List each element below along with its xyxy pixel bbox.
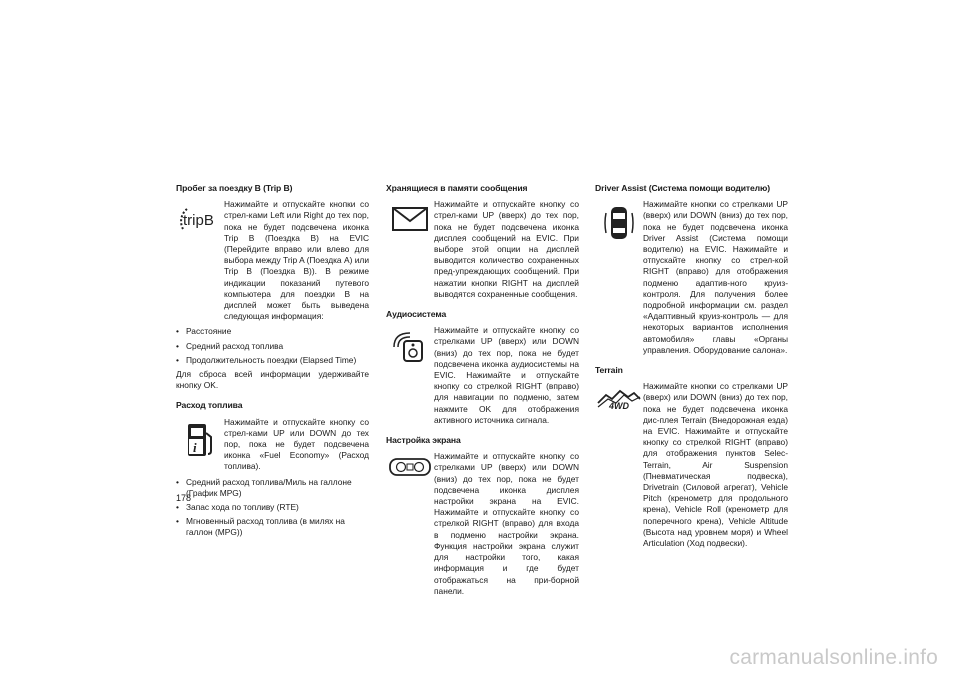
instrument-panel-icon [386,455,434,479]
terrain-iconrow [595,381,788,549]
fuel-heading: Расход топлива [176,400,243,411]
list-item: • Средний расход топлива/Миль на галлоне (График MPG) [176,477,369,499]
column-right [595,183,788,558]
terrain-4wd-icon [595,385,643,411]
screen-setup-text: Нажимайте и отпускайте кнопку со стрелками UP (вверх) или DOWN (вниз) до тех пор, пока не будет подсвечена иконка дисплея настройки экрана на EVIC. Нажимайте и отпускайте кнопку со стрелкой RIGHT (вправо) для входа в подменю настройки экрана. Функция настройки экрана служит для настройки того, какая информация и где будет отображаться на при-борной панели. [434,451,579,596]
trip-b-heading: Пробег за поездку B (Trip B) [176,183,293,193]
driver-assist-iconrow [595,199,788,356]
trip-b-list [176,326,369,366]
driver-assist-section [595,183,788,356]
terrain-section [595,365,788,549]
fuel-pump-icon [176,421,224,459]
terrain-text: Нажимайте кнопки со стрелками UP (вверх) или DOWN (вниз) до тех пор, пока не будет подсвечена иконка дис-плея Terrain (Внедорожная езда) на EVIC. Нажимайте и отпускайте кнопку со стрелкой RIGHT (вправо) для отображения пунктов Selec-Terrain, Air Suspension (Пневматическая подвеска), Drivetrain (Силовой агрегат), Vehicle Pitch (кренометр для продольного крена), Vehicle Roll (кренометр для поперечного крена), Vehicle Altitude (Высота над уровнем моря) и Wheel Articulation (Ход подвески). [643,381,788,549]
list-item: • Средний расход топлива [176,341,369,352]
list-item: • Мгновенный расход топлива (в милях на галлон (MPG)) [176,516,369,538]
driver-assist-text: Нажимайте кнопки со стрелками UP (вверх) или DOWN (вниз) до тех пор, пока не будет подсвечена иконка Driver Assist (Система помощи водителю) на EVIC. Нажимайте и отпускайте кнопку со стрел-кой RIGHT (вправо) для отображения подменю адаптив-ного круиз-контроля. Для получения более подробной информации см. раздел «Адаптивный круиз-контроль — для некоторых вариантов исполнения автомобиля» главы «Органы управления. Оборудование салона». [643,199,788,355]
list-item: • Продолжительность поездки (Elapsed Time) [176,355,369,366]
svg-text:i: i [193,439,197,455]
audio-section [386,309,579,426]
driver-assist-car-icon [595,203,643,243]
fuel-text: Нажимайте и отпускайте кнопку со стрел-ками UP или DOWN до тех пор, пока не будет подсвечена иконка «Fuel Economy» (Расход топлива). [224,416,369,472]
audio-text: Нажимайте и отпускайте кнопку со стрелками UP (вверх) или DOWN (вниз) до тех пор, пока не будет подсвечена иконка аудиосистемы на EVIC. Нажимайте и отпускайте кнопку со стрелкой RIGHT (вправо) для навигации по подменю, затем нажмите OK для отображения активного источника сигнала. [434,325,579,425]
screen-setup-iconrow [386,451,579,597]
fuel-iconrow [176,417,369,473]
audio-iconrow [386,325,579,426]
fuel-list [176,477,369,539]
envelope-icon [386,203,434,233]
svg-text:4WD: 4WD [609,401,629,412]
trip-b-icon-label: tripB [183,212,214,230]
messages-iconrow [386,199,579,300]
trip-b-reset-note: Для сброса всей информации удерживайте кнопку OK. [176,369,369,391]
watermark: carmanualsonline.info [729,646,938,669]
audio-system-icon [386,329,434,365]
audio-heading: Аудиосистема [386,309,447,320]
terrain-heading: Terrain [595,365,623,376]
column-middle [386,183,579,606]
messages-section [386,183,579,300]
trip-b-section [176,183,369,391]
list-item: • Расстояние [176,326,369,337]
messages-heading: Хранящиеся в памяти сообщения [386,183,528,193]
trip-b-text: Нажимайте и отпускайте кнопки со стрел-ками Left или Right до тех пор, пока не будет подсвечена иконка Trip B (Поездка B) на EVIC (Перейдите вправо или влево для выбора между Trip A (Поездка A) или Trip B (Поездка B)). В режиме индикации показаний путевого компьютера для поездки B на дисплей может быть выведена следующая информация: [224,199,369,322]
driver-assist-heading: Driver Assist (Система помощи водителю) [595,183,771,193]
list-item: • Запас хода по топливу (RTE) [176,502,369,513]
screen-setup-section [386,435,579,597]
messages-text: Нажимайте и отпускайте кнопку со стрел-ками UP (вверх) до тех пор, пока не будет подсвечена иконка дисплея сообщений на EVIC. При выборе этой опции на дисплей выводится количество сохраненных пред-упреждающих сообщений. При нажатии кнопки RIGHT на дисплей выводятся сохраненные сообщения. [434,199,579,299]
fuel-section [176,400,369,538]
page-number: 178 [176,493,192,503]
column-left [176,183,369,548]
trip-b-iconrow [176,199,369,322]
screen-setup-heading: Настройка экрана [386,435,461,446]
trip-b-icon [176,203,224,235]
